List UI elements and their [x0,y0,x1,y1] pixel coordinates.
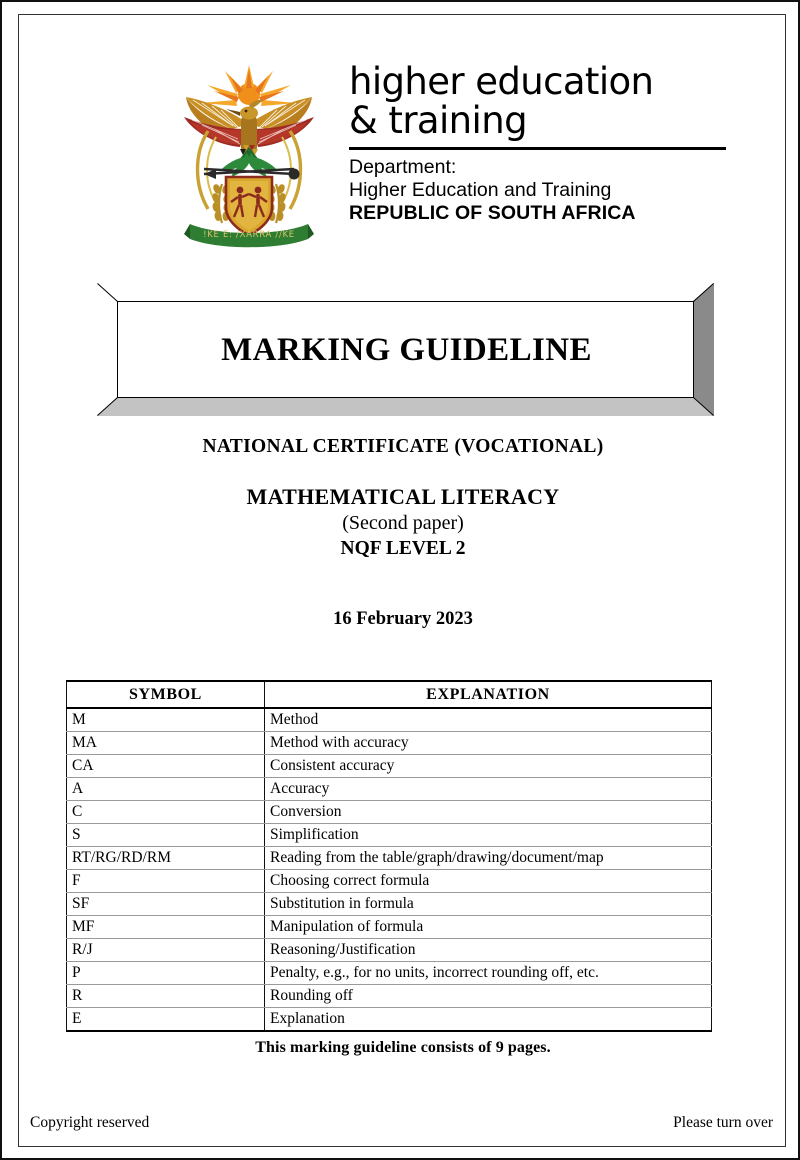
title-box-face [117,301,694,398]
cell-explanation: Consistent accuracy [265,755,712,778]
svg-text:!KE E: /XARRA //KE: !KE E: /XARRA //KE [203,230,295,240]
cell-symbol: S [67,824,265,847]
page-title: MARKING GUIDELINE [221,332,592,368]
cell-symbol: C [67,801,265,824]
cell-explanation: Explanation [265,1008,712,1032]
table-row [67,962,712,985]
table-row [67,778,712,801]
south-african-coat-of-arms-icon [160,61,338,251]
symbol-table-body [67,708,712,1031]
cell-explanation: Penalty, e.g., for no units, incorrect rounding off, etc. [265,962,712,985]
paper-name: (Second paper) [342,512,464,534]
table-row [67,893,712,916]
department-name: Higher Education and Training [349,179,612,201]
cell-explanation: Manipulation of formula [265,916,712,939]
cell-symbol: M [67,708,265,732]
page-frame [18,14,786,1147]
title-box-bevel-left [97,283,118,416]
masthead [19,53,787,258]
table-row [67,755,712,778]
nqf-level: NQF LEVEL 2 [340,538,466,559]
cell-symbol: SF [67,893,265,916]
page-footer [19,1114,787,1136]
cell-symbol: P [67,962,265,985]
table-header-row [67,681,712,708]
cell-symbol: CA [67,755,265,778]
cell-explanation: Method [265,708,712,732]
cell-explanation: Reading from the table/graph/drawing/document/map [265,847,712,870]
cell-explanation: Rounding off [265,985,712,1008]
subject-name: MATHEMATICAL LITERACY [246,484,560,509]
table-row [67,824,712,847]
department-label: Department: [349,156,457,178]
table-row [67,939,712,962]
cell-explanation: Reasoning/Justification [265,939,712,962]
cell-symbol: MF [67,916,265,939]
country-name: REPUBLIC OF SOUTH AFRICA [349,202,636,224]
table-row [67,870,712,893]
cell-explanation: Choosing correct formula [265,870,712,893]
table-row [67,847,712,870]
page-count-note: This marking guideline consists of 9 pages. [255,1039,551,1056]
department-wordmark [349,60,741,225]
cell-symbol: E [67,1008,265,1032]
table-row [67,708,712,732]
cell-explanation: Accuracy [265,778,712,801]
cell-explanation: Substitution in formula [265,893,712,916]
logo-line-and-training: & training [349,99,527,142]
cell-symbol: F [67,870,265,893]
logo-line-higher-education: higher education [349,60,654,103]
cell-symbol: R [67,985,265,1008]
symbol-explanation-table [66,680,712,1032]
cell-symbol: MA [67,732,265,755]
exam-date: 16 February 2023 [333,609,473,629]
cell-symbol: R/J [67,939,265,962]
department-details [349,156,741,225]
logo-divider-rule [349,147,726,150]
copyright-notice: Copyright reserved [30,1114,150,1131]
cell-explanation: Method with accuracy [265,732,712,755]
table-row [67,801,712,824]
table-row [67,985,712,1008]
title-box-bevel-top [97,283,714,302]
table-row [67,916,712,939]
turn-over-notice: Please turn over [673,1114,773,1131]
subtitle-block [19,435,787,631]
column-header-symbol: SYMBOL [67,681,265,708]
cell-symbol: RT/RG/RD/RM [67,847,265,870]
cell-symbol: A [67,778,265,801]
table-row [67,1008,712,1032]
table-row [67,732,712,755]
title-box [97,283,714,416]
column-header-explanation: EXPLANATION [265,681,712,708]
title-box-bevel-right [693,283,714,416]
title-box-bevel-bottom [97,397,714,416]
cell-explanation: Conversion [265,801,712,824]
cell-explanation: Simplification [265,824,712,847]
certificate-name: NATIONAL CERTIFICATE (VOCATIONAL) [202,436,604,457]
